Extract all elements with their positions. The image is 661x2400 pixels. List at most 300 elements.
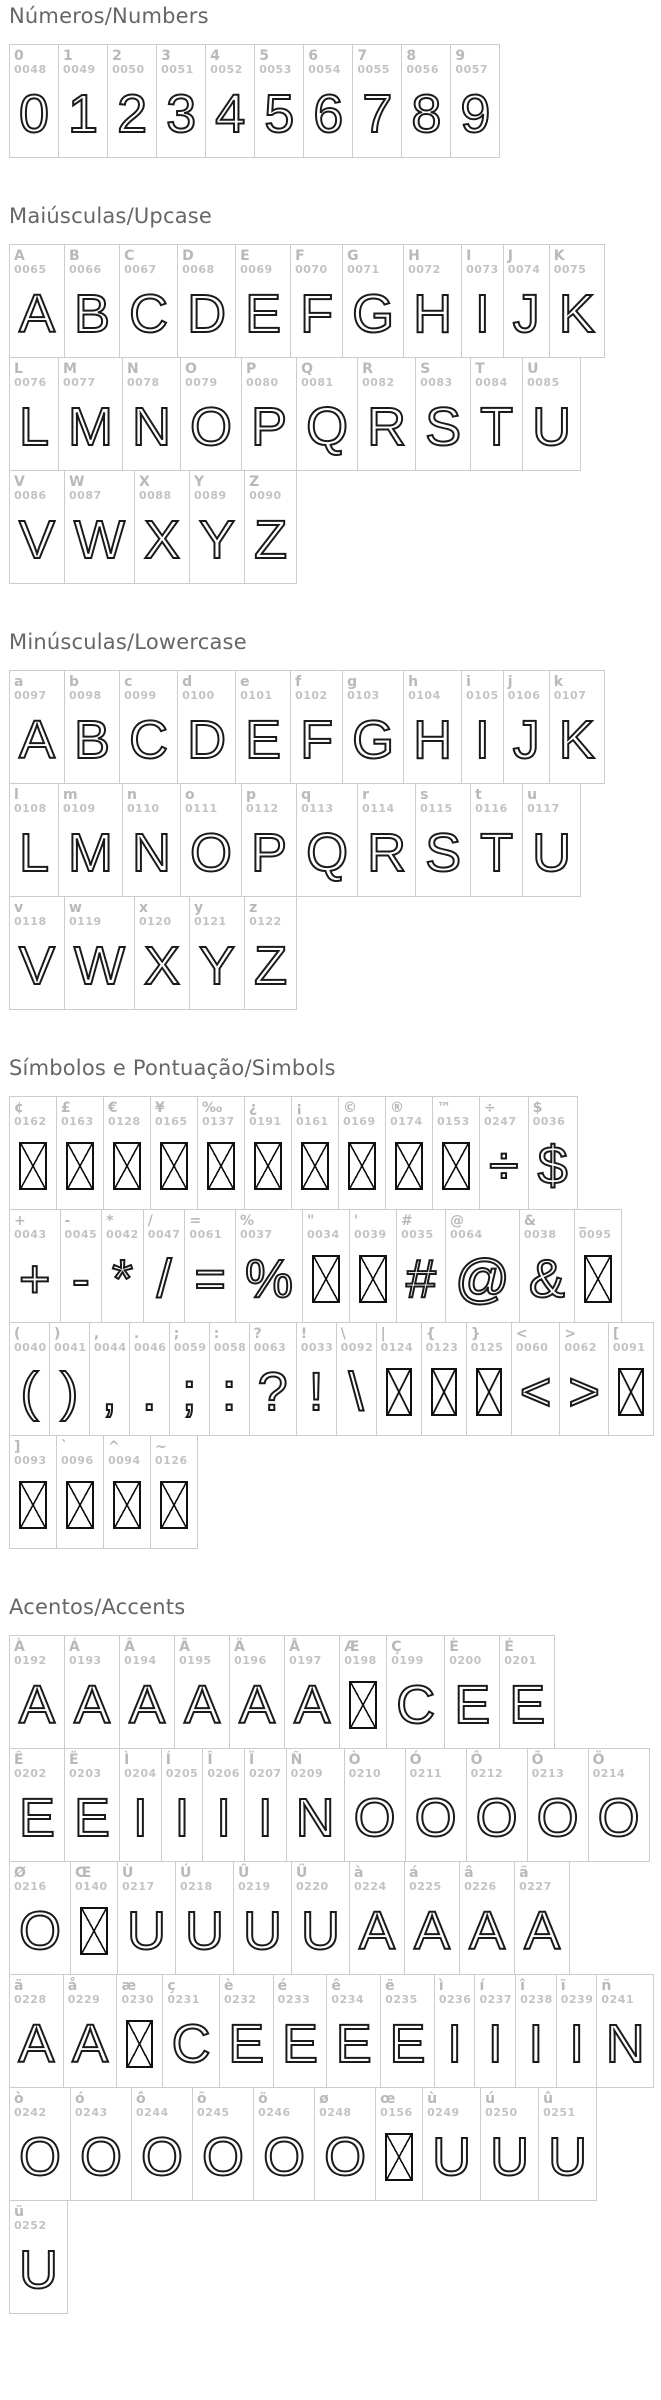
cell-unicode-code: 0217 — [122, 1880, 155, 1894]
charmap-cell — [9, 2200, 68, 2314]
cell-unicode-code: 0210 — [348, 1767, 382, 1781]
cell-unicode-code: 0060 — [515, 1341, 549, 1355]
cell-char-label: Œ — [75, 1865, 92, 1881]
cell-char-label: J — [507, 248, 513, 264]
cell-char-label: ^ — [108, 1439, 120, 1455]
cell-unicode-code: 0108 — [14, 802, 47, 816]
cell-unicode-code: 0072 — [408, 263, 441, 277]
cell-header — [557, 1975, 597, 2007]
cell-char-label: 4 — [210, 48, 220, 64]
cell-char-label: t — [475, 787, 482, 803]
cell-header — [108, 45, 156, 77]
charmap-row — [9, 1209, 653, 1323]
charmap-cell — [559, 1322, 609, 1436]
cell-header — [377, 1323, 421, 1355]
cell-header — [504, 245, 549, 277]
cell-unicode-code: 0205 — [165, 1767, 199, 1781]
cell-glyph: H — [413, 283, 453, 344]
cell-glyph: E — [335, 2013, 372, 2074]
cell-unicode-code: 0196 — [234, 1654, 267, 1668]
cell-char-label: " — [306, 1213, 315, 1229]
cell-unicode-code: 0161 — [296, 1115, 329, 1129]
charmap-cell — [235, 244, 291, 358]
cell-char-label: } — [470, 1326, 481, 1342]
cell-glyph: N — [132, 396, 172, 457]
charmap-cell — [9, 670, 65, 784]
cell-glyph: I — [257, 1787, 273, 1848]
cell-unicode-code: 0110 — [127, 802, 160, 816]
cell-char-label: ‰ — [202, 1100, 223, 1116]
cell-header — [245, 897, 296, 929]
cell-unicode-code: 0109 — [63, 802, 96, 816]
cell-header — [445, 1636, 499, 1668]
charmap-row — [9, 1435, 653, 1549]
charmap-cell — [342, 670, 404, 784]
cell-char-label: < — [515, 1326, 528, 1342]
cell-glyph: F — [300, 709, 334, 770]
cell-glyph: B — [74, 709, 111, 770]
cell-glyph: ( — [20, 1361, 39, 1422]
cell-unicode-code: 0087 — [69, 489, 102, 503]
cell-unicode-code: 0063 — [253, 1341, 287, 1355]
cell-unicode-code: 0074 — [507, 263, 541, 277]
cell-char-label: ü — [14, 2204, 24, 2220]
cell-header — [181, 784, 241, 816]
cell-header — [529, 1097, 577, 1129]
cell-unicode-code: 0070 — [295, 263, 328, 277]
cell-char-label: ë — [385, 1978, 395, 1994]
charmap-cell — [291, 1861, 350, 1975]
section-title: Maiúsculas/Upcase — [9, 204, 213, 228]
missing-glyph-icon — [66, 1481, 94, 1529]
cell-glyph: A — [74, 1674, 111, 1735]
cell-glyph: E — [282, 2013, 319, 2074]
missing-glyph-icon — [160, 1481, 188, 1529]
cell-unicode-code: 0118 — [14, 915, 47, 929]
cell-header — [460, 1862, 514, 1894]
cell-unicode-code: 0105 — [466, 689, 499, 703]
cell-glyph: ; — [181, 1361, 197, 1422]
missing-glyph-icon — [19, 1142, 47, 1190]
charmap-section-lowercase — [9, 630, 653, 1010]
cell-unicode-code: 0194 — [124, 1654, 157, 1668]
cell-header — [193, 2088, 253, 2120]
cell-glyph: O — [19, 1900, 62, 1961]
cell-header — [292, 1862, 349, 1894]
cell-glyph: O — [190, 822, 233, 883]
cell-header — [402, 45, 450, 77]
cell-unicode-code: 0245 — [197, 2106, 230, 2120]
charmap-cell — [357, 357, 416, 471]
missing-glyph-icon — [126, 2020, 153, 2068]
cell-unicode-code: 0199 — [391, 1654, 424, 1668]
charmap-cell — [291, 1096, 339, 1210]
cell-header — [230, 1636, 284, 1668]
cell-header — [539, 2088, 596, 2120]
cell-char-label: ™ — [437, 1100, 451, 1116]
cell-glyph — [433, 1129, 479, 1209]
cell-header — [297, 1323, 336, 1355]
cell-glyph: A — [294, 1674, 331, 1735]
cell-char-label: z — [249, 900, 258, 916]
missing-glyph-icon — [254, 1142, 282, 1190]
cell-header — [10, 671, 64, 703]
charmap-cell — [177, 670, 236, 784]
cell-char-label: o — [185, 787, 195, 803]
cell-header — [287, 1749, 344, 1781]
cell-glyph: 3 — [166, 83, 197, 144]
cell-unicode-code: 0042 — [106, 1228, 139, 1242]
cell-header — [123, 358, 180, 390]
charmap-cell — [184, 1209, 236, 1323]
cell-header — [245, 471, 296, 503]
cell-glyph: E — [389, 2013, 426, 2074]
cell-char-label: N — [127, 361, 139, 377]
cell-char-label: & — [523, 1213, 537, 1229]
cell-char-label: ¿ — [249, 1100, 258, 1116]
charmap-cell — [445, 1209, 520, 1323]
cell-glyph — [10, 1129, 56, 1209]
cell-unicode-code: 0163 — [61, 1115, 94, 1129]
charmap-cell — [229, 1635, 285, 1749]
cell-unicode-code: 0077 — [63, 376, 96, 390]
cell-header — [350, 1210, 396, 1242]
cell-header — [520, 1210, 574, 1242]
cell-char-label: W — [69, 474, 85, 490]
cell-char-label: ¥ — [155, 1100, 165, 1116]
cell-glyph: - — [71, 1248, 90, 1309]
cell-header — [123, 784, 180, 816]
cell-glyph: + — [19, 1248, 51, 1309]
cell-char-label: œ — [380, 2091, 396, 2107]
cell-unicode-code: 0065 — [14, 263, 47, 277]
cell-char-label: À — [14, 1639, 25, 1655]
charmap-cell — [244, 1748, 287, 1862]
charmap-cell — [150, 1435, 198, 1549]
charmap-cell — [290, 670, 343, 784]
cell-glyph: A — [414, 1900, 451, 1961]
cell-char-label: d — [182, 674, 193, 690]
cell-unicode-code: 0068 — [182, 263, 215, 277]
cell-header — [178, 671, 235, 703]
charmap-cell — [70, 1861, 118, 1975]
charmap-cell — [474, 1974, 516, 2088]
cell-unicode-code: 0251 — [543, 2106, 576, 2120]
cell-char-label: + — [14, 1213, 26, 1229]
missing-glyph-icon — [442, 1142, 470, 1190]
missing-glyph-icon — [431, 1368, 457, 1416]
cell-glyph — [422, 1355, 466, 1435]
cell-char-label: 3 — [161, 48, 171, 64]
cell-header — [404, 671, 461, 703]
cell-unicode-code: 0228 — [14, 1993, 47, 2007]
cell-char-label: . — [133, 1326, 140, 1342]
cell-header — [10, 2088, 70, 2120]
cell-char-label: , — [93, 1326, 100, 1342]
cell-unicode-code: 0192 — [14, 1654, 47, 1668]
cell-unicode-code: 0153 — [437, 1115, 470, 1129]
cell-char-label: ö — [258, 2091, 268, 2107]
cell-header — [163, 1975, 219, 2007]
charmap-cell — [119, 1635, 175, 1749]
cell-header — [451, 45, 499, 77]
cell-char-label: ! — [300, 1326, 308, 1342]
charmap-cell — [122, 357, 181, 471]
cell-glyph: , — [101, 1361, 117, 1422]
cell-char-label: 5 — [259, 48, 269, 64]
cell-glyph: E — [74, 1787, 111, 1848]
missing-glyph-icon — [349, 1681, 377, 1729]
cell-unicode-code: 0140 — [75, 1880, 108, 1894]
cell-unicode-code: 0128 — [108, 1115, 141, 1129]
cell-char-label: ê — [331, 1978, 341, 1994]
charmap-cell — [244, 1096, 292, 1210]
cell-unicode-code: 0239 — [560, 1993, 594, 2007]
charmap-cell — [515, 1974, 557, 2088]
cell-header — [387, 1636, 444, 1668]
cell-header — [175, 1636, 229, 1668]
charmap-cell — [503, 670, 550, 784]
cell-unicode-code: 0057 — [455, 63, 489, 77]
cell-header — [170, 1323, 209, 1355]
cell-unicode-code: 0051 — [161, 63, 194, 77]
cell-char-label: è — [223, 1978, 234, 1994]
charmap-cell — [63, 1974, 118, 2088]
cell-unicode-code: 0242 — [14, 2106, 47, 2120]
cell-glyph: O — [190, 396, 233, 457]
cell-glyph: T — [480, 396, 514, 457]
missing-glyph-icon — [207, 1142, 235, 1190]
charmap-cell — [403, 670, 462, 784]
cell-header — [236, 1210, 302, 1242]
cell-header — [523, 358, 580, 390]
cell-glyph: & — [528, 1248, 565, 1309]
cell-char-label: ã — [519, 1865, 529, 1881]
cell-header — [120, 1749, 161, 1781]
charmap-cell — [344, 1748, 406, 1862]
cell-header — [151, 1436, 197, 1468]
cell-header — [10, 1862, 70, 1894]
cell-header — [291, 245, 342, 277]
cell-char-label: 1 — [63, 48, 73, 64]
cell-char-label: Ã — [179, 1639, 190, 1655]
cell-header — [475, 1975, 515, 2007]
cell-unicode-code: 0126 — [155, 1454, 188, 1468]
cell-unicode-code: 0226 — [464, 1880, 497, 1894]
cell-unicode-code: 0211 — [409, 1767, 443, 1781]
cell-glyph: U — [127, 1900, 167, 1961]
charmap-cell — [122, 783, 181, 897]
cell-char-label: > — [564, 1326, 577, 1342]
cell-glyph: U — [19, 2239, 58, 2300]
cell-glyph: Q — [306, 822, 349, 883]
cell-header — [254, 2088, 314, 2120]
cell-char-label: Í — [165, 1752, 171, 1768]
cell-char-label: * — [106, 1213, 114, 1229]
cell-unicode-code: 0116 — [475, 802, 508, 816]
cell-glyph: O — [536, 1787, 579, 1848]
cell-char-label: q — [301, 787, 312, 803]
cell-char-label: å — [67, 1978, 78, 1994]
cell-glyph: M — [68, 822, 114, 883]
cell-header — [102, 1210, 143, 1242]
charmap-section-accents — [9, 1595, 653, 2314]
cell-glyph: Y — [199, 935, 236, 996]
cell-char-label: c — [124, 674, 133, 690]
cell-glyph: C — [396, 1674, 436, 1735]
cell-unicode-code: 0121 — [194, 915, 227, 929]
charmap-cell — [49, 1322, 90, 1436]
cell-glyph: O — [475, 1787, 518, 1848]
cell-glyph: 5 — [264, 83, 295, 144]
charmap-cell — [273, 1974, 328, 2088]
cell-glyph — [71, 1894, 117, 1974]
cell-unicode-code: 0112 — [246, 802, 279, 816]
cell-char-label: ù — [427, 2091, 438, 2107]
cell-header — [467, 1323, 511, 1355]
cell-char-label: Ù — [122, 1865, 134, 1881]
cell-header — [386, 1097, 432, 1129]
cell-header — [550, 245, 604, 277]
cell-unicode-code: 0213 — [531, 1767, 565, 1781]
cell-header — [10, 1323, 49, 1355]
charmap-cell — [444, 1635, 500, 1749]
charmap-cell — [286, 1748, 345, 1862]
charmap-cell — [177, 244, 236, 358]
charmap-cell — [314, 2087, 376, 2201]
cell-unicode-code: 0241 — [601, 1993, 635, 2007]
cell-glyph: O — [263, 2126, 306, 2187]
missing-glyph-icon — [66, 1142, 94, 1190]
cell-unicode-code: 0231 — [167, 1993, 200, 2007]
cell-header — [405, 1862, 459, 1894]
cell-char-label: â — [464, 1865, 474, 1881]
cell-char-label: C — [124, 248, 135, 264]
charmap-cell — [9, 1974, 64, 2088]
cell-header — [376, 2088, 422, 2120]
cell-glyph: I — [174, 1787, 190, 1848]
cell-unicode-code: 0201 — [504, 1654, 537, 1668]
cell-glyph: A — [359, 1900, 396, 1961]
charmap-cell — [107, 44, 157, 158]
cell-char-label: á — [409, 1865, 419, 1881]
charmap-cell — [336, 1322, 377, 1436]
cell-glyph: S — [425, 396, 462, 457]
charmap-cell — [60, 1209, 103, 1323]
cell-glyph: 0 — [19, 83, 50, 144]
cell-header — [181, 358, 241, 390]
section-title: Minúsculas/Lowercase — [9, 630, 247, 654]
cell-glyph: A — [239, 1674, 276, 1735]
charmap-cell — [219, 1974, 274, 2088]
cell-char-label: ~ — [155, 1439, 167, 1455]
cell-header — [406, 1749, 466, 1781]
cell-unicode-code: 0162 — [14, 1115, 47, 1129]
cell-unicode-code: 0247 — [484, 1115, 517, 1129]
cell-glyph: : — [221, 1361, 237, 1422]
cell-char-label: ( — [14, 1326, 21, 1342]
cell-char-label: % — [239, 1213, 254, 1229]
cell-glyph — [57, 1468, 103, 1548]
cell-header — [397, 1210, 445, 1242]
cell-char-label: p — [246, 787, 257, 803]
cell-glyph: W — [74, 935, 125, 996]
cell-glyph: V — [19, 509, 56, 570]
cell-glyph: E — [245, 283, 282, 344]
cell-unicode-code: 0124 — [380, 1341, 414, 1355]
charmap-cell — [70, 2087, 132, 2201]
charmap-cell — [9, 357, 59, 471]
charmap-cell — [404, 1861, 460, 1975]
charmap-cell — [527, 1748, 589, 1862]
charmap-cell — [357, 783, 416, 897]
cell-unicode-code: 0071 — [347, 263, 380, 277]
cell-header — [178, 245, 235, 277]
cell-char-label: ' — [353, 1213, 359, 1229]
cell-char-label: x — [139, 900, 149, 916]
cell-glyph: I — [447, 2013, 463, 2074]
cell-header — [59, 358, 122, 390]
cell-glyph: E — [454, 1674, 491, 1735]
cell-unicode-code: 0248 — [319, 2106, 352, 2120]
cell-unicode-code: 0052 — [210, 63, 243, 77]
charmap-cell — [254, 44, 304, 158]
cell-unicode-code: 0227 — [519, 1880, 552, 1894]
cell-unicode-code: 0034 — [306, 1228, 340, 1242]
cell-glyph: ÷ — [489, 1135, 519, 1196]
cell-glyph: # — [405, 1248, 437, 1309]
charmap-cell — [574, 1209, 622, 1323]
cell-char-label: Å — [289, 1639, 300, 1655]
cell-unicode-code: 0229 — [67, 1993, 101, 2007]
charmap-sections — [9, 4, 653, 2314]
cell-unicode-code: 0122 — [249, 915, 282, 929]
cell-glyph — [117, 2007, 162, 2087]
cell-char-label: B — [69, 248, 80, 264]
cell-unicode-code: 0076 — [14, 376, 47, 390]
cell-glyph: I — [216, 1787, 232, 1848]
cell-glyph: V — [19, 935, 56, 996]
cell-header — [118, 1862, 175, 1894]
cell-header — [10, 471, 64, 503]
cell-char-label: Ö — [592, 1752, 605, 1768]
cell-header — [57, 1097, 103, 1129]
cell-glyph: Z — [254, 935, 288, 996]
charmap-cell — [296, 783, 358, 897]
cell-unicode-code: 0062 — [564, 1341, 597, 1355]
charmap-cell — [169, 1322, 210, 1436]
cell-unicode-code: 0156 — [380, 2106, 413, 2120]
cell-char-label: ä — [14, 1978, 24, 1994]
charmap-cell — [64, 470, 135, 584]
cell-glyph: P — [251, 396, 288, 457]
cell-unicode-code: 0249 — [427, 2106, 460, 2120]
cell-char-label: ç — [167, 1978, 176, 1994]
cell-header — [236, 671, 290, 703]
cell-unicode-code: 0232 — [223, 1993, 257, 2007]
cell-unicode-code: 0078 — [127, 376, 160, 390]
cell-glyph: A — [19, 1674, 56, 1735]
cell-header — [10, 1097, 56, 1129]
cell-header — [144, 1210, 185, 1242]
cell-unicode-code: 0169 — [343, 1115, 376, 1129]
charmap-cell — [58, 357, 123, 471]
cell-glyph: T — [480, 822, 514, 883]
cell-unicode-code: 0230 — [121, 1993, 155, 2007]
cell-unicode-code: 0123 — [425, 1341, 459, 1355]
cell-char-label: A — [14, 248, 25, 264]
charmap-row — [9, 670, 653, 784]
